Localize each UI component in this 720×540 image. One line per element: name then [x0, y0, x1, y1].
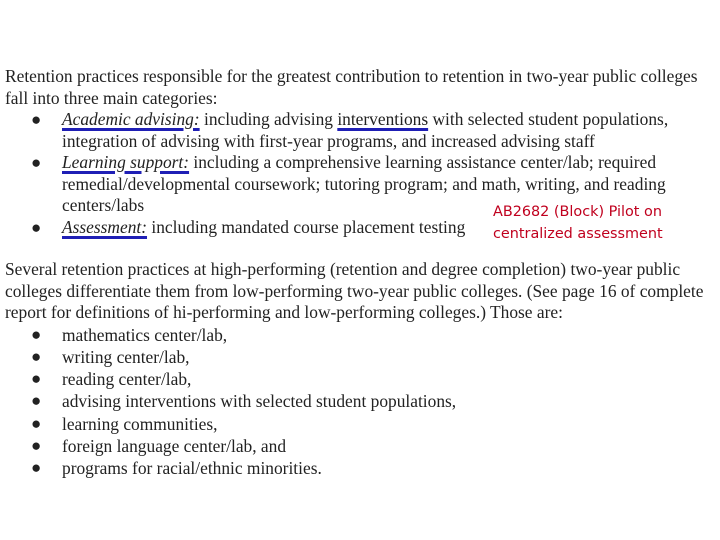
- bullet-icon: ●: [31, 458, 42, 478]
- list-item-text: reading center/lab,: [62, 369, 192, 390]
- category-label: Learning support:: [62, 152, 190, 172]
- bullet-icon: ●: [31, 324, 42, 344]
- list-item-text: foreign language center/lab, and: [62, 435, 287, 456]
- section2-intro: Several retention practices at high-performing (retention and degree completion) two-year public colleges differentiate them from low-performing two-year public colleges. (See page 16 of complete report for definitions of hi-performing and low-performing colleges.) Those are:: [5, 259, 704, 322]
- list-item: [5, 435, 710, 457]
- item-text: including advising: [199, 109, 338, 129]
- item-text: including a comprehensive learning assistance center/lab; required remedial/developmental coursework; tutoring program; and math, writing, and reading centers/labs: [62, 152, 666, 215]
- bullet-icon: ●: [31, 110, 42, 129]
- list-item: [5, 368, 710, 390]
- list-item: [5, 324, 710, 346]
- bullet-icon: ●: [31, 413, 42, 433]
- item-text: with selected student populations, integration of advising with first-year programs, and increased advising staff: [62, 109, 669, 151]
- list-item-text: mathematics center/lab,: [62, 324, 228, 345]
- annotation-note: AB2682 (Block) Pilot on centralized assessment: [493, 201, 708, 245]
- list-item-text: programs for racial/ethnic minorities.: [62, 458, 322, 479]
- practice-list: [5, 324, 710, 480]
- bullet-icon: ●: [31, 435, 42, 455]
- section1-intro: Retention practices responsible for the greatest contribution to retention in two-year public colleges fall into three main categories:: [5, 66, 698, 108]
- bullet-icon: ●: [31, 153, 42, 172]
- high-performing-practices-section: [5, 259, 710, 480]
- list-item: [5, 346, 710, 368]
- list-item: [5, 457, 710, 479]
- bullet-icon: ●: [31, 391, 42, 411]
- category-label: Academic advising:: [62, 109, 200, 129]
- list-item-academic-advising: [5, 109, 705, 152]
- bullet-icon: ●: [31, 346, 42, 366]
- item-text: including mandated course placement testing: [147, 216, 466, 237]
- bullet-icon: ●: [31, 369, 42, 389]
- list-item: [5, 413, 710, 435]
- list-item: [5, 390, 710, 412]
- list-item-text: advising interventions with selected student populations,: [62, 391, 457, 412]
- highlighted-word: interventions: [337, 109, 429, 129]
- list-item-text: writing center/lab,: [62, 346, 190, 367]
- list-item-text: learning communities,: [62, 413, 218, 434]
- bullet-icon: ●: [31, 217, 42, 237]
- category-label: Assessment:: [62, 216, 148, 237]
